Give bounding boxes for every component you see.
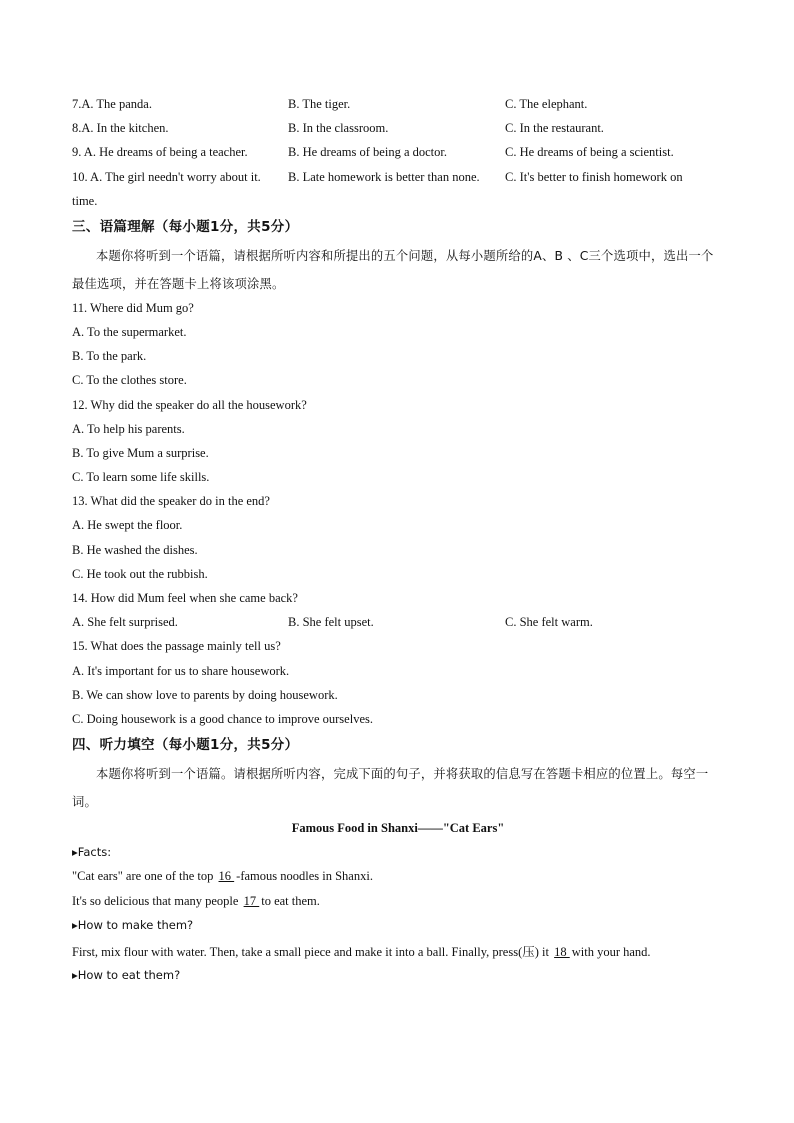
q9-option-c: C. He dreams of being a scientist. [505,145,674,160]
q11-stem: 11. Where did Mum go? [72,300,194,315]
q8-option-b: B. In the classroom. [288,121,389,136]
q11-option-c: C. To the clothes store. [72,373,187,388]
how-to-eat-label: ▸How to eat them? [72,967,181,982]
line17-text-before: It's so delicious that many people [72,893,242,908]
exam-page [72,94,732,989]
q9-option-a: 9. A. He dreams of being a teacher. [72,145,248,160]
section4-heading: 四、听力填空（每小题1分，共5分） [72,737,299,754]
q7-option-b: B. The tiger. [288,97,351,111]
line18-text-before: First, mix flour with water. Then, take a small piece and make it into a ball. Finally, press(压) it [72,944,553,959]
q15-option-c: C. Doing housework is a good chance to improve ourselves. [72,711,373,726]
q14-options [72,612,732,636]
section4-instructions: 本题你将听到一个语篇。请根据所听内容，完成下面的句子，并将获取的信息写在答题卡相应的位置上。每空一词。 [72,767,709,810]
q7-option-a: 7.A. The panda. [72,97,152,111]
q7-options [72,94,732,118]
q13-stem: 13. What did the speaker do in the end? [72,494,270,509]
section3-instructions: 本题你将听到一个语篇，请根据所听内容和所提出的五个问题，从每小题所给的A、B 、C三个选项中，选出一个最佳选项，并在答题卡上将该项涂黑。 [72,248,714,291]
q15-stem: 15. What does the passage mainly tell us? [72,639,281,654]
q14-stem: 14. How did Mum feel when she came back? [72,591,298,605]
q8-option-a: 8.A. In the kitchen. [72,121,169,136]
q14-option-a: A. She felt surprised. [72,615,178,630]
q15-option-b: B. We can show love to parents by doing housework. [72,687,338,702]
q12-option-a: A. To help his parents. [72,421,185,436]
q14-option-b: B. She felt upset. [288,615,374,630]
line16-text-after: -famous noodles in Shanxi. [236,869,373,884]
fill-line-18 [72,939,722,965]
fill-line-16 [72,866,732,890]
q10-option-c-continuation: time. [72,193,98,208]
q9-option-b: B. He dreams of being a doctor. [288,145,447,160]
q13-option-b: B. He washed the dishes. [72,542,198,557]
blank-18: 18 [554,944,570,959]
q14-option-c: C. She felt warm. [505,615,593,630]
line17-text-after: to eat them. [261,893,320,908]
blank-17: 17 [243,893,260,908]
q12-option-b: B. To give Mum a surprise. [72,445,209,460]
q12-stem: 12. Why did the speaker do all the housework? [72,397,307,412]
q11-option-b: B. To the park. [72,349,147,364]
q10-options [72,167,732,191]
q13-option-a: A. He swept the floor. [72,518,183,533]
facts-label: ▸Facts: [72,845,112,860]
blank-16: 16 [218,869,235,884]
line16-text-before: "Cat ears" are one of the top [72,869,217,884]
q8-option-c: C. In the restaurant. [505,121,604,136]
fill-line-17 [72,891,732,915]
q9-options [72,142,732,166]
q10-option-c: C. It's better to finish homework on [505,169,683,184]
q7-option-c: C. The elephant. [505,97,588,111]
q10-option-a: 10. A. The girl needn't worry about it. [72,169,261,184]
q10-option-b: B. Late homework is better than none. [288,169,480,184]
q12-option-c: C. To learn some life skills. [72,470,210,485]
how-to-make-label: ▸How to make them? [72,917,194,932]
line18-text-after: with your hand. [571,944,651,959]
q15-option-a: A. It's important for us to share housework. [72,663,290,678]
q13-option-c: C. He took out the rubbish. [72,566,208,581]
q11-option-a: A. To the supermarket. [72,324,187,339]
passage-title: Famous Food in Shanxi——"Cat Ears" [291,821,505,836]
section3-heading: 三、语篇理解（每小题1分，共5分） [72,218,299,235]
q8-options [72,118,732,142]
